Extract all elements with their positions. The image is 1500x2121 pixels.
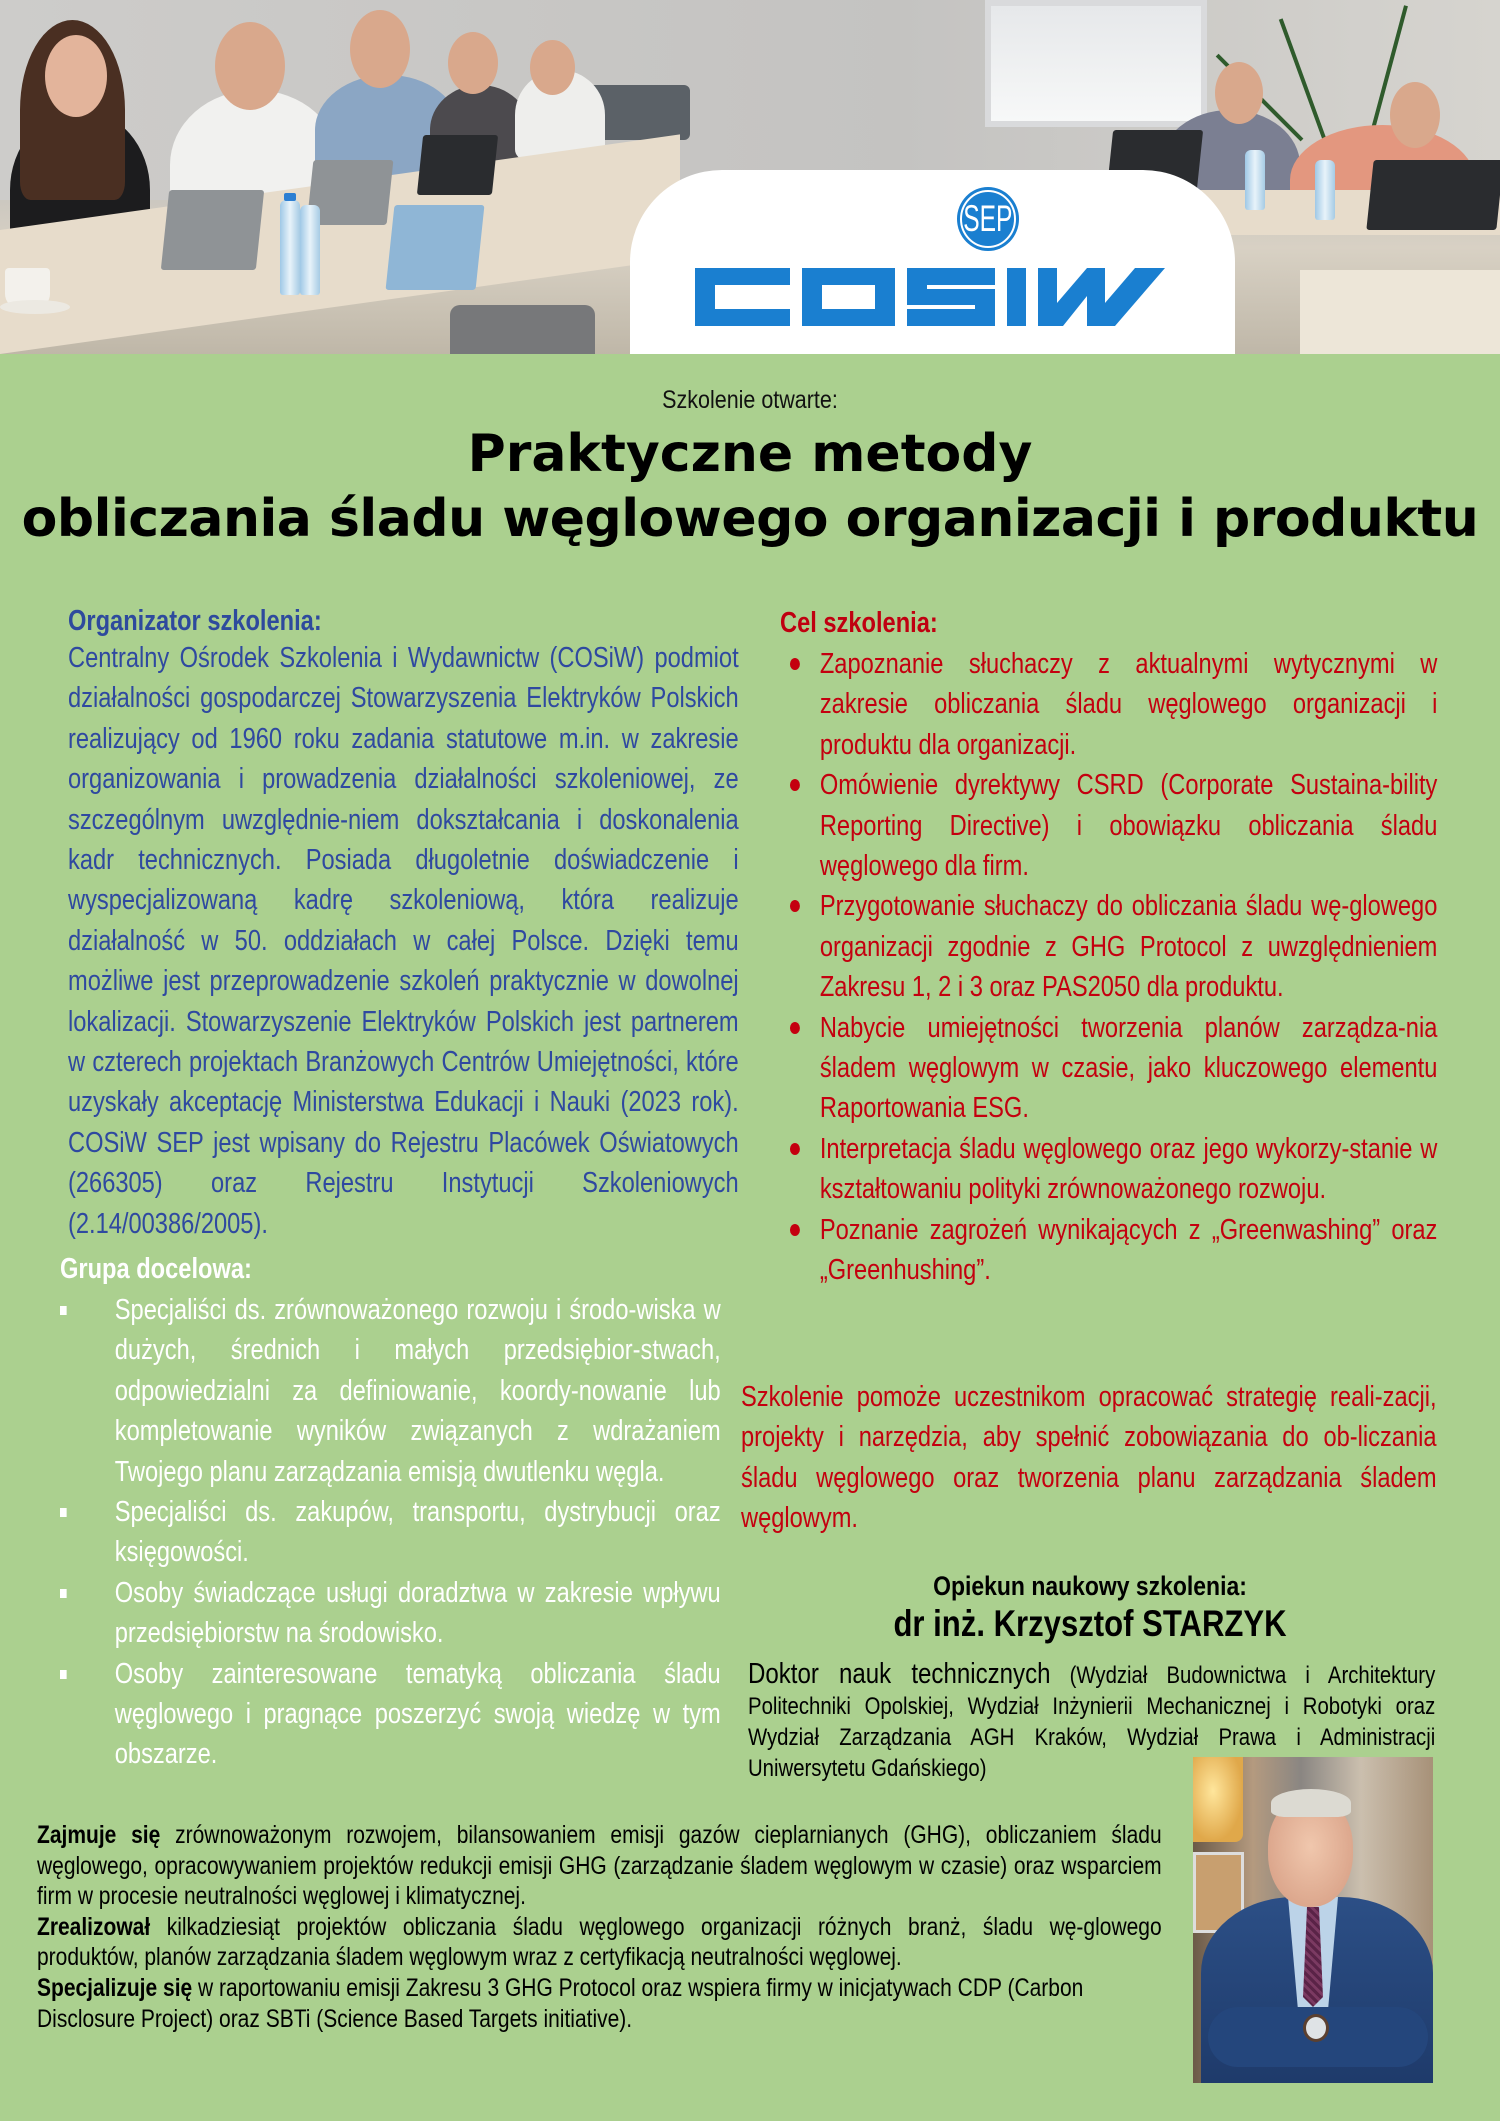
- square-bullet-icon: [60, 1306, 67, 1315]
- course-type-label: Szkolenie otwarte:: [662, 386, 838, 414]
- photo-window: [985, 0, 1207, 127]
- target-group-item: [60, 1492, 721, 1573]
- square-bullet-icon: [60, 1508, 67, 1517]
- photo-laptop: [1366, 160, 1500, 230]
- organizer-section: [68, 604, 739, 1244]
- supervisor-block: [745, 1570, 1435, 1646]
- goal-item: [780, 886, 1437, 1007]
- target-group-item: [60, 1290, 721, 1492]
- target-group-list: [60, 1290, 721, 1775]
- goal-item-text: Zapoznanie słuchaczy z aktualnymi wytycznymi w zakresie obliczania śladu węglowego organizacji i produktu dla organizacji.: [819, 648, 1438, 761]
- bullet-dot-icon: [790, 1022, 800, 1034]
- photo-person-head: [1215, 62, 1263, 124]
- supervisor-profile: [37, 1820, 1162, 2034]
- photo-laptop: [417, 135, 498, 195]
- goal-item-text: Poznanie zagrożeń wynikających z „Greenwashing” oraz „Greenhushing”.: [819, 1213, 1438, 1287]
- portrait-lamp: [1193, 1757, 1243, 1842]
- supervisor-label: Opiekun naukowy szkolenia:: [933, 1571, 1247, 1601]
- profile-text: kilkadziesiąt projektów obliczania śladu węglowego organizacji różnych branż, śladu wę-glowego produktów, planów zarządzania śladem węglowym wraz z certyfikacją neutralności węglowej.: [37, 1912, 1162, 1972]
- target-group-section: [60, 1252, 721, 1775]
- goals-heading: Cel szkolenia:: [780, 607, 938, 639]
- photo-laptop: [161, 190, 264, 270]
- goals-summary: Szkolenie pomoże uczestnikom opracować strategię reali-zacji, projekty i narzędzia, aby spełnić zobowiązania do ob-liczania śladu węglowego oraz tworzenia planu zarządzania śladem węglowym.: [741, 1381, 1437, 1535]
- target-group-item-text: Specjaliści ds. zrównoważonego rozwoju i środo-wiska w dużych, średnich i małych przedsiębior-stwach, odpowiedzialni za definiowanie, koordy-nowanie lub kompletowanie wyników związanych z wdrażaniem Twojego planu zarządzania emisją dwutlenku węgla.: [114, 1294, 721, 1488]
- target-group-item-text: Specjaliści ds. zakupów, transportu, dystrybucji oraz księgowości.: [114, 1496, 721, 1569]
- target-group-item-text: Osoby świadczące usługi doradztwa w zakresie wpływu przedsiębiorstw na środowisko.: [114, 1576, 721, 1650]
- sep-badge-icon: [955, 186, 1021, 252]
- profile-lead: Zrealizował: [37, 1912, 151, 1941]
- photo-chair: [450, 305, 595, 354]
- goal-item: [780, 1008, 1437, 1129]
- photo-bottle: [280, 200, 300, 295]
- photo-person-head: [530, 40, 575, 95]
- goal-item-text: Interpretacja śladu węglowego oraz jego wykorzy-stanie w kształtowaniu polityki zrównoważonego rozwoju.: [819, 1132, 1438, 1206]
- goal-item-text: Przygotowanie słuchaczy do obliczania śladu wę-glowego organizacji zgodnie z GHG Protocol z uwzględnieniem Zakresu 1, 2 i 3 oraz PAS2050 dla produktu.: [819, 890, 1438, 1004]
- bullet-dot-icon: [790, 658, 800, 670]
- goal-item-text: Nabycie umiejętności tworzenia planów zarządza-nia śladem węglowym w czasie, jako kluczowego elementu Raportowania ESG.: [819, 1011, 1438, 1125]
- profile-paragraph: [37, 1820, 1162, 1912]
- photo-person-head: [350, 10, 410, 88]
- svg-text:SEP: SEP: [963, 196, 1013, 240]
- cosiw-wordmark: [695, 268, 1165, 326]
- profile-paragraph: [37, 1912, 1162, 1973]
- photo-laptop: [386, 205, 485, 290]
- photo-bottle: [1245, 150, 1265, 210]
- cosiw-logo: [630, 170, 1235, 354]
- profile-text: w raportowaniu emisji Zakresu 3 GHG Protocol oraz wspiera firmy w inicjatywach CDP (Carbon Disclosure Project) oraz SBTi (Science Based Targets initiative).: [37, 1973, 1084, 2033]
- photo-person-head: [448, 32, 498, 94]
- bullet-dot-icon: [790, 900, 800, 912]
- goals-list: [780, 644, 1437, 1291]
- square-bullet-icon: [60, 1670, 67, 1679]
- target-group-heading: Grupa docelowa:: [60, 1253, 252, 1285]
- bullet-dot-icon: [790, 779, 800, 791]
- bullet-dot-icon: [790, 1224, 800, 1236]
- profile-lead: Specjalizuje się: [37, 1973, 193, 2002]
- photo-bottle-cap: [284, 193, 296, 201]
- supervisor-degree: Doktor nauk technicznych: [748, 1658, 1051, 1690]
- bullet-dot-icon: [790, 1143, 800, 1155]
- page-title-line-2: obliczania śladu węglowego organizacji i produktu: [21, 489, 1479, 549]
- target-group-item-text: Osoby zainteresowane tematyką obliczania śladu węglowego i pragnące poszerzyć swoją wiedzę w tym obszarze.: [114, 1657, 721, 1771]
- supervisor-affiliations: (Wydział Budownictwa i Architektury Politechniki Opolskiej, Wydział Inżynierii Mechanicznej i Robotyki oraz Wydział Zarządzania AGH Kraków, Wydział Prawa i Administracji Uniwersytetu Gdańskiego): [748, 1662, 1436, 1782]
- photo-person-head: [215, 22, 285, 110]
- photo-saucer: [0, 300, 70, 314]
- portrait-hair: [1271, 1789, 1351, 1817]
- photo-person-face: [45, 35, 107, 117]
- square-bullet-icon: [60, 1589, 67, 1598]
- target-group-item: [60, 1573, 721, 1654]
- target-group-item: [60, 1654, 721, 1775]
- profile-text: zrównoważonym rozwojem, bilansowaniem emisji gazów cieplarnianych (GHG), obliczaniem śladu węglowego, opracowywaniem projektów redukcji emisji GHG (zarządzanie śladem węglowym w czasie) oraz wsparciem firm w procesie neutralności węglowej i klimatycznej.: [37, 1821, 1162, 1911]
- watch-icon: [1303, 2014, 1329, 2042]
- photo-table: [1300, 270, 1500, 354]
- photo-bottle: [300, 205, 320, 295]
- photo-person-head: [1390, 82, 1440, 148]
- profile-lead: Zajmuje się: [37, 1821, 161, 1849]
- goal-item: [780, 644, 1437, 765]
- profile-paragraph: [37, 1973, 1162, 2034]
- goal-item-text: Omówienie dyrektywy CSRD (Corporate Sustaina-bility Reporting Directive) i obowiązku obliczania śladu węglowego dla firm.: [819, 769, 1438, 883]
- supervisor-portrait: [1193, 1757, 1433, 2083]
- goal-item: [780, 1210, 1437, 1291]
- organizer-text: Centralny Ośrodek Szkolenia i Wydawnictw (COSiW) podmiot działalności gospodarczej Stowarzyszenia Elektryków Polskich realizujący od 1960 roku zadania statutowe m.in. w zakresie organizowania i prowadzenia działalności szkoleniowej, ze szczególnym uwzględnie-niem dokształcania i doskonalenia kadr technicznych. Posiada długoletnie doświadczenie i wyspecjalizowaną kadrę szkoleniową, która realizuje działalność w 50. oddziałach w całej Polsce. Dzięki temu możliwe jest przeprowadzenie szkoleń praktycznie w dowolnej lokalizacji. Stowarzyszenie Elektryków Polskich jest partnerem w czterech projektach Branżowych Centrów Umiejętności, które uzyskały akceptację Ministerstwa Edukacji i Nauki (2023 rok). COSiW SEP jest wpisany do Rejestru Placówek Oświatowych (266305) oraz Rejestru Instytucji Szkoleniowych (2.14/00386/2005).: [68, 642, 739, 1240]
- page-title-line-1: Praktyczne metody: [467, 424, 1033, 484]
- supervisor-name: dr inż. Krzysztof STARZYK: [893, 1603, 1287, 1644]
- goal-item: [780, 1129, 1437, 1210]
- organizer-heading: Organizator szkolenia:: [68, 605, 322, 637]
- goal-item: [780, 765, 1437, 886]
- photo-bottle: [1315, 160, 1335, 220]
- goals-section: [780, 606, 1437, 1291]
